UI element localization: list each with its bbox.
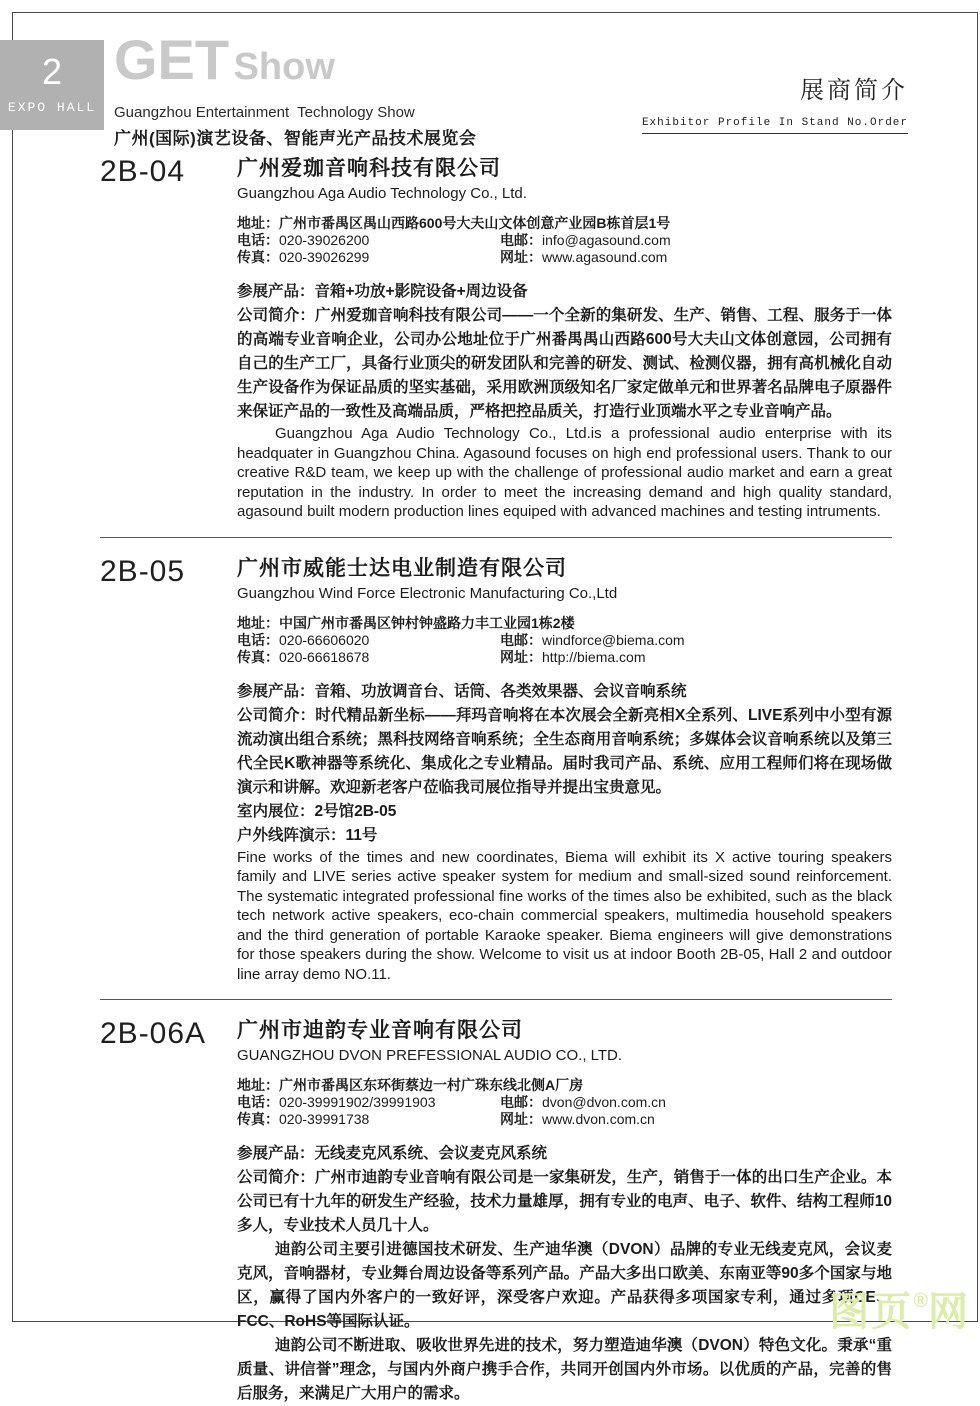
company-name-chinese: 广州市迪韵专业音响有限公司 <box>237 1019 523 1042</box>
company-profile-english: Guangzhou Aga Audio Technology Co., Ltd.is a professional audio enterprise with its headquater in Guangzhou China. Agasound focuses on high end professional users. Thank to our creative R&D team, we keep up with the challenge of professional audio market and earn a great reputation in the industry. In order to meet the increasing demand and high quality standard, agasound built modern production lines equiped with advanced machines and testing intruments. <box>237 425 892 520</box>
logo-get-text: GET <box>114 28 230 91</box>
address-row <box>237 615 892 632</box>
address-label: 地址： <box>237 215 279 231</box>
entry-separator <box>100 999 892 1000</box>
section-title-english: Exhibitor Profile In Stand No.Order <box>642 117 908 134</box>
website-value: http://biema.com <box>542 648 646 665</box>
company-name-english: GUANGZHOU DVON PREFESSIONAL AUDIO CO., LTD. <box>237 1047 623 1064</box>
company-profile-chinese-2: 迪韵公司主要引进德国技术研发、生产迪华澳（DVON）品牌的专业无线麦克风，会议麦克风，音响器材，专业舞台周边设备等系列产品。产品大多出口欧美、东南亚等90多个国家与地区，赢得了国内外客户的一致好评，深受客户欢迎。产品获得多项国家专利，通过多项CE、FCC、RoHS等国际认证。 <box>237 1241 892 1330</box>
show-name-english: Guangzhou Entertainment Technology Show <box>114 104 415 121</box>
company-profile-chinese: 公司简介：时代精品新坐标——拜玛音响将在本次展会全新亮相X全系列、LIVE系列中小型有源流动演出组合系统；黑科技网络音响系统；全生态商用音响系统；多媒体会议音响系统以及第三代全民K歌神器等系统化、集成化之专业精品。届时我司产品、系统、应用工程师们将在现场做演示和讲解。欢迎新老客户莅临我司展位指导并提出宝贵意见。 <box>237 706 892 796</box>
fax-label: 传真： <box>237 1111 279 1127</box>
booth-number: 2B-06A <box>100 1017 207 1050</box>
products-line: 参展产品：无线麦克风系统、会议麦克风系统 <box>237 1145 548 1162</box>
phone-label: 电话： <box>237 232 279 248</box>
phone-email-row <box>237 232 892 249</box>
phone-email-row <box>237 632 892 649</box>
fax-value: 020-66618678 <box>279 648 370 665</box>
company-name-english: Guangzhou Wind Force Electronic Manufacturing Co.,Ltd <box>237 584 618 602</box>
hall-badge <box>0 40 104 130</box>
phone-label: 电话： <box>237 631 279 648</box>
exhibitor-entry-2b-06a <box>100 1014 892 1406</box>
address-row <box>237 215 892 232</box>
exhibitor-entry-2b-04 <box>100 152 892 522</box>
watermark-text-left: 图页 <box>829 1290 914 1334</box>
phone-value: 020-39991902/39991903 <box>279 1094 436 1110</box>
company-name-chinese: 广州爱珈音响科技有限公司 <box>237 157 501 180</box>
hall-label: EXPO HALL <box>7 100 97 115</box>
website-label: 网址： <box>500 249 542 265</box>
exhibitor-list <box>100 152 892 1406</box>
exhibitor-body <box>237 552 892 985</box>
company-profile-chinese: 公司简介：广州市迪韵专业音响有限公司是一家集研发，生产，销售于一体的出口生产企业。本公司已有十九年的研发生产经验，技术力量雄厚，拥有专业的电声、电子、软件、结构工程师10多人，专业技术人员几十人。 <box>237 1169 892 1234</box>
phone-label: 电话： <box>237 1094 279 1110</box>
watermark-logo <box>829 1279 970 1334</box>
contact-block <box>237 215 892 266</box>
website-value: www.dvon.com.cn <box>542 1111 655 1127</box>
email-label: 电邮： <box>500 1094 542 1110</box>
contact-block <box>237 615 892 666</box>
company-name-english: Guangzhou Aga Audio Technology Co., Ltd. <box>237 185 527 202</box>
fax-label: 传真： <box>237 648 279 665</box>
fax-website-row <box>237 649 892 666</box>
exhibitor-body <box>237 152 892 522</box>
contact-block <box>237 1077 892 1128</box>
products-line: 参展产品：音箱、功放调音台、话筒、各类效果器、会议音响系统 <box>237 682 687 700</box>
entry-separator <box>100 537 892 538</box>
email-value: windforce@biema.com <box>542 631 685 648</box>
address-value: 广州市番禺区东环街蔡边一村广珠东线北侧A厂房 <box>279 1077 584 1093</box>
address-label: 地址： <box>237 1077 279 1093</box>
outdoor-demo-line: 户外线阵演示：11号 <box>237 826 378 844</box>
email-label: 电邮： <box>500 232 542 248</box>
address-label: 地址： <box>237 614 279 631</box>
address-value: 广州市番禺区禺山西路600号大夫山文体创意产业园B栋首层1号 <box>279 215 671 231</box>
company-profile-chinese-3: 迪韵公司不断进取、吸收世界先进的技术，努力塑造迪华澳（DVON）特色文化。秉承“重质量、讲信誉”理念，与国内外商户携手合作，共同开创国内外市场。以优质的产品，完善的售后服务，来满足广大用户的需求。 <box>237 1337 892 1402</box>
show-name-chinese: 广州(国际)演艺设备、智能声光产品技术展览会 <box>114 129 477 148</box>
registered-trademark-icon: ® <box>913 1290 928 1312</box>
company-name-chinese: 广州市威能士达电业制造有限公司 <box>237 556 567 580</box>
company-profile-english: Fine works of the times and new coordinates, Biema will exhibit its X active touring speakers family and LIVE series active speaker system for medium and small-sized sound reinforcement. The systematic integrated professional fine works of the times also be exhibited, such as the black tech network active speakers, eco-chain commercial speakers, multimedia household speakers and the third generation of portable Karaoke speaker. Biema engineers will give demonstrations for those speakers during the show. Welcome to visit us at indoor Booth 2B-05, Hall 2 and outdoor line array demo NO.11. <box>237 848 892 983</box>
website-label: 网址： <box>500 1111 542 1127</box>
fax-website-row <box>237 249 892 266</box>
address-row <box>237 1077 892 1094</box>
address-value: 中国广州市番禺区钟村钟盛路力丰工业园1栋2楼 <box>279 614 575 631</box>
section-title-block <box>642 70 908 134</box>
booth-number: 2B-05 <box>100 554 186 588</box>
booth-number: 2B-04 <box>100 155 186 188</box>
exhibitor-body <box>237 1014 892 1406</box>
hall-number: 2 <box>41 51 63 92</box>
exhibitor-entry-2b-05 <box>100 552 892 985</box>
phone-email-row <box>237 1094 892 1111</box>
get-show-logo <box>114 28 476 101</box>
email-value: dvon@dvon.com.cn <box>542 1094 666 1110</box>
fax-website-row <box>237 1111 892 1128</box>
phone-value: 020-66606020 <box>279 631 370 648</box>
fax-value: 020-39991738 <box>279 1111 370 1127</box>
show-logo-block <box>114 28 477 149</box>
email-value: info@agasound.com <box>542 232 671 248</box>
logo-show-text: Show <box>233 46 335 88</box>
email-label: 电邮： <box>500 631 542 648</box>
section-title-chinese: 展商简介 <box>800 77 908 104</box>
website-value: www.agasound.com <box>542 249 668 265</box>
watermark-text-right: 网 <box>928 1290 970 1334</box>
phone-value: 020-39026200 <box>279 232 370 248</box>
fax-label: 传真： <box>237 249 279 265</box>
indoor-booth-line: 室内展位：2号馆2B-05 <box>237 802 397 820</box>
fax-value: 020-39026299 <box>279 249 370 265</box>
website-label: 网址： <box>500 648 542 665</box>
company-profile-chinese: 公司简介：广州爱珈音响科技有限公司——一个全新的集研发、生产、销售、工程、服务于一体的高端专业音响企业，公司办公地址位于广州番禺禺山西路600号大夫山文体创意园，公司拥有自己的生产工厂，具备行业顶尖的研发团队和完善的研发、测试、检测仪器，拥有高机械化自动生产设备作为保证品质的坚实基础，采用欧洲顶级知名厂家定做单元和世界著名品牌电子原器件来保证产品的一致性及高端品质，严格把控品质关，打造行业顶端水平之专业音响产品。 <box>237 307 892 420</box>
products-line: 参展产品：音箱+功放+影院设备+周边设备 <box>237 283 528 300</box>
